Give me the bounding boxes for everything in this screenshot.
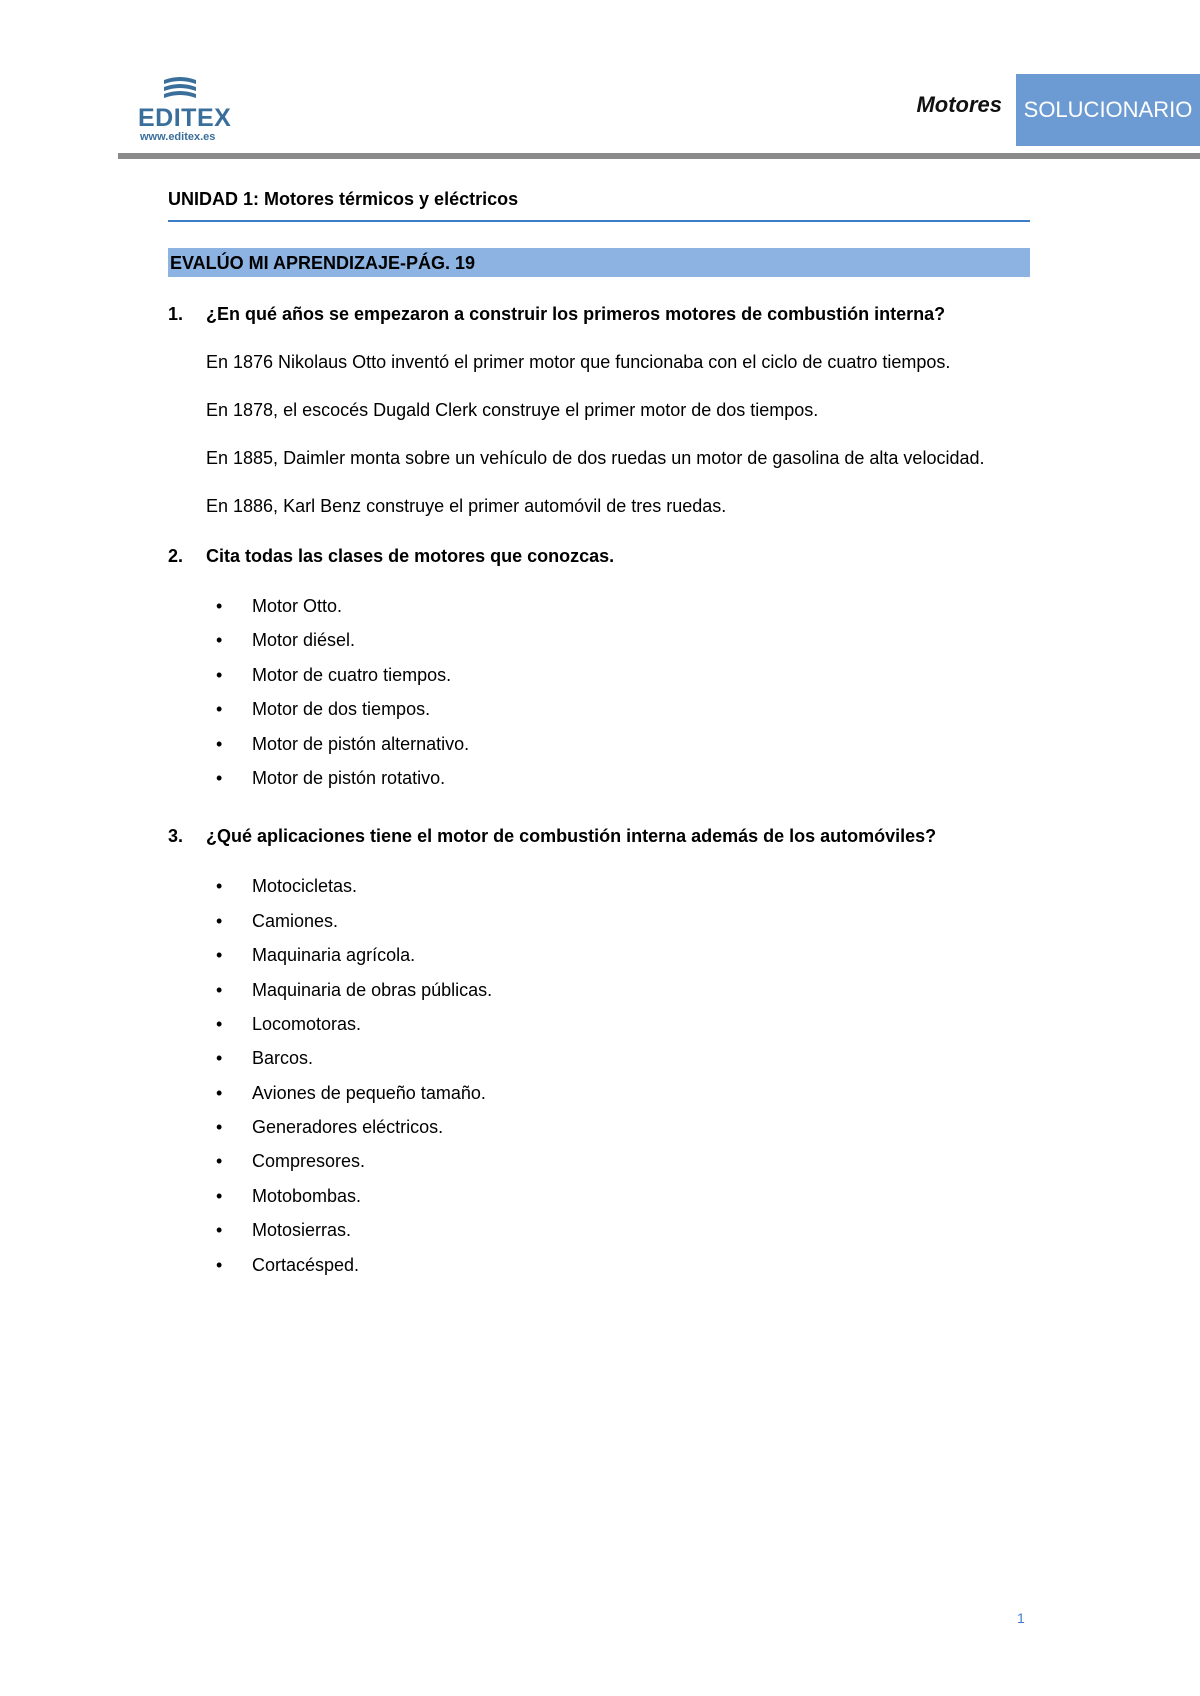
page-header xyxy=(0,0,1200,160)
answer-paragraph: En 1878, el escocés Dugald Clerk construye el primer motor de dos tiempos. xyxy=(206,400,819,420)
question-number: 1. xyxy=(168,304,184,324)
list-item: • Compresores. xyxy=(206,1148,1030,1182)
list-item: • Locomotoras. xyxy=(206,1011,1030,1045)
list-item: • Motobombas. xyxy=(206,1183,1030,1217)
answer-paragraph: En 1876 Nikolaus Otto inventó el primer motor que funcionaba con el ciclo de cuatro tiempos. xyxy=(206,352,951,372)
list-item: • Aviones de pequeño tamaño. xyxy=(206,1080,1030,1114)
list-item: • Camiones. xyxy=(206,908,1030,942)
editex-logo xyxy=(138,76,232,144)
list-item: • Motor de pistón rotativo. xyxy=(206,765,1030,799)
logo-url: www.editex.es xyxy=(140,131,216,143)
unit-title: UNIDAD 1: Motores térmicos y eléctricos xyxy=(168,186,1030,222)
books-logo-icon xyxy=(160,76,200,104)
list-item: • Motocicletas. xyxy=(206,873,1030,907)
logo-name: EDITEX xyxy=(138,104,232,132)
question-number: 2. xyxy=(168,546,184,566)
page-number: 1 xyxy=(1017,1610,1025,1626)
answer-paragraph: En 1886, Karl Benz construye el primer automóvil de tres ruedas. xyxy=(206,496,727,516)
question-text: ¿En qué años se empezaron a construir los primeros motores de combustión interna? xyxy=(206,304,946,324)
list-item: • Maquinaria de obras públicas. xyxy=(206,977,1030,1011)
engine-types-list xyxy=(206,593,1030,799)
question-3 xyxy=(168,823,1030,849)
section-heading: EVALÚO MI APRENDIZAJE-PÁG. 19 xyxy=(168,248,1030,277)
list-item: • Maquinaria agrícola. xyxy=(206,942,1030,976)
solucionario-badge: SOLUCIONARIO xyxy=(1016,74,1200,146)
answer-paragraph: En 1885, Daimler monta sobre un vehículo de dos ruedas un motor de gasolina de alta velocidad. xyxy=(206,448,985,468)
list-item: • Motor de cuatro tiempos. xyxy=(206,662,1030,696)
question-2 xyxy=(168,543,1030,569)
applications-list xyxy=(206,873,1030,1286)
question-1 xyxy=(168,301,1030,327)
list-item: • Barcos. xyxy=(206,1045,1030,1079)
list-item: • Motor de pistón alternativo. xyxy=(206,731,1030,765)
document-body xyxy=(168,186,1030,1286)
question-number: 3. xyxy=(168,826,184,847)
list-item: • Motosierras. xyxy=(206,1217,1030,1251)
question-text: Cita todas las clases de motores que conozcas. xyxy=(206,546,615,566)
header-subject: Motores xyxy=(916,92,1002,117)
list-item: • Generadores eléctricos. xyxy=(206,1114,1030,1148)
list-item: • Cortacésped. xyxy=(206,1252,1030,1286)
header-divider xyxy=(118,153,1200,159)
list-item: • Motor Otto. xyxy=(206,593,1030,627)
question-text: ¿Qué aplicaciones tiene el motor de combustión interna además de los automóviles? xyxy=(206,826,937,847)
list-item: • Motor diésel. xyxy=(206,627,1030,661)
list-item: • Motor de dos tiempos. xyxy=(206,696,1030,730)
